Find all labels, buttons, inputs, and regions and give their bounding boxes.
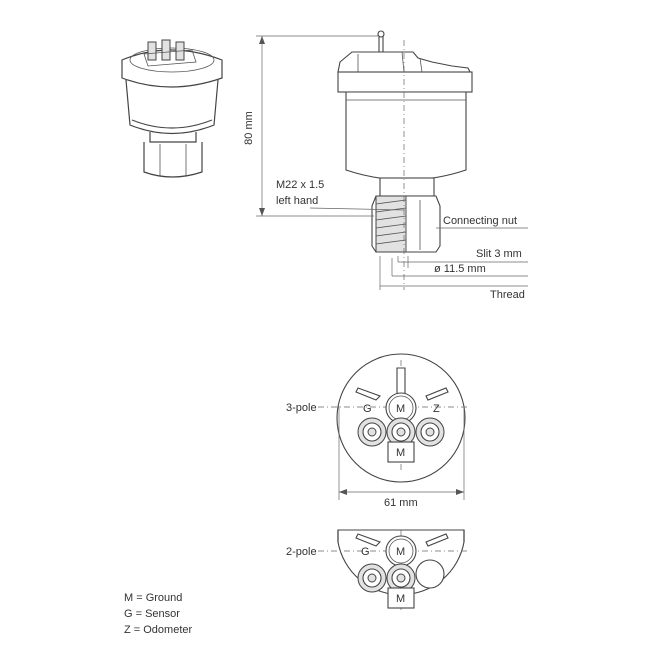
connecting-nut-label: Connecting nut (443, 215, 517, 227)
sender-perspective-view (122, 40, 222, 177)
diameter-label: ø 11.5 mm (434, 263, 486, 275)
pin-m-label-2pole: M (396, 546, 406, 558)
pin-g-label-2pole: G (361, 546, 370, 558)
thread-spec-label: M22 x 1.5 (276, 179, 325, 191)
pin-g-label-3pole: G (363, 403, 372, 415)
legend-sensor: G = Sensor (124, 608, 180, 620)
pin-m-ground-label-3pole: M (396, 447, 406, 459)
legend-ground: M = Ground (124, 592, 183, 604)
pin-m-ground-label-2pole: M (396, 593, 406, 605)
pin-z-label-3pole: Z (433, 403, 440, 415)
three-pole-label: 3-pole (286, 402, 317, 414)
thread-label: Thread (490, 289, 525, 301)
thread-direction-label: left hand (276, 195, 319, 207)
two-pole-view (318, 530, 468, 610)
width-dimension-label: 61 mm (384, 497, 418, 509)
height-dimension-label: 80 mm (243, 111, 255, 145)
pin-m-label-3pole: M (396, 403, 406, 415)
slit-label: Slit 3 mm (476, 248, 522, 260)
legend-odometer: Z = Odometer (124, 624, 193, 636)
three-pole-view (318, 354, 468, 500)
two-pole-label: 2-pole (286, 546, 317, 558)
